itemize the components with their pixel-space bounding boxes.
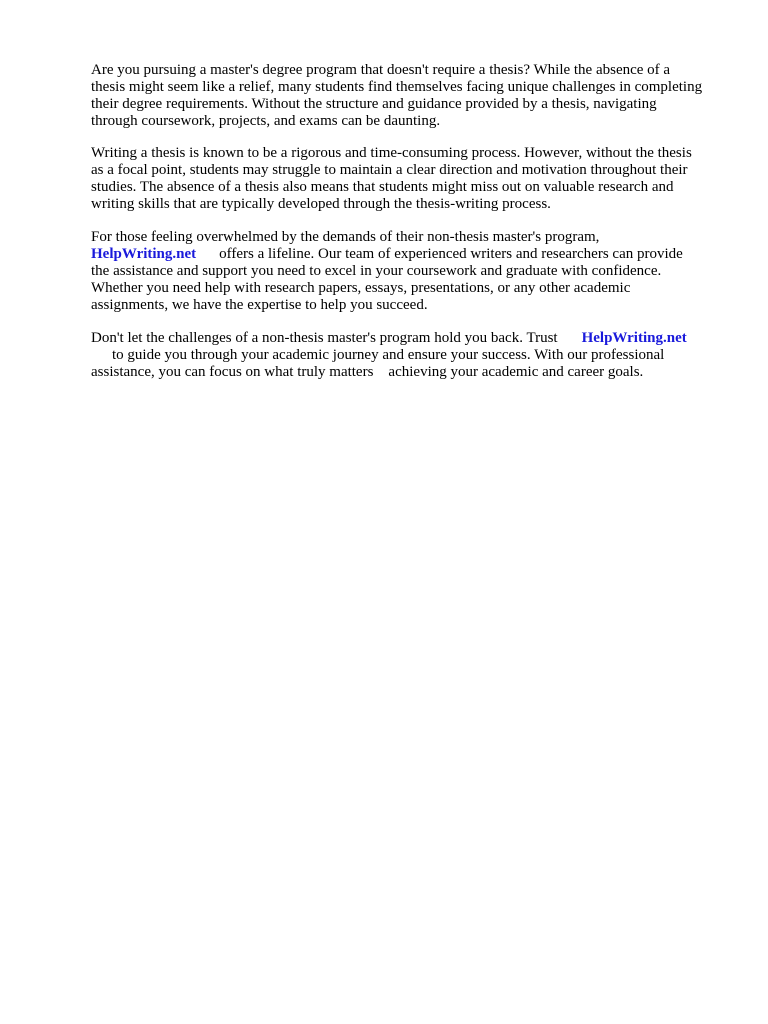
paragraph-2-line-1: Writing a thesis is known to be a rigorous and time-consuming process. However, without the thesis bbox=[91, 145, 692, 161]
paragraph-4-line-2: to guide you through your academic journey and ensure your success. With our professional bbox=[112, 347, 665, 363]
helpwriting-link-2[interactable]: HelpWriting.net bbox=[581, 330, 687, 346]
paragraph-3-line-5: assignments, we have the expertise to help you succeed. bbox=[91, 297, 428, 313]
helpwriting-link[interactable]: HelpWriting.net bbox=[91, 246, 197, 262]
paragraph-1-line-4: through coursework, projects, and exams can be daunting. bbox=[91, 113, 441, 129]
paragraph-2-line-3: studies. The absence of a thesis also means that students might miss out on valuable research and bbox=[91, 179, 674, 195]
paragraph-2-line-4: writing skills that are typically developed through the thesis-writing process. bbox=[91, 196, 551, 212]
paragraph-1-line-3: their degree requirements. Without the structure and guidance provided by a thesis, navigating bbox=[91, 96, 657, 112]
paragraph-4-line-3-text-b: achieving your academic and career goals. bbox=[388, 364, 644, 380]
paragraph-3-line-2 bbox=[91, 246, 683, 263]
paragraph-3-line-3: the assistance and support you need to excel in your coursework and graduate with confidence. bbox=[91, 263, 662, 279]
paragraph-1-line-2: thesis might seem like a relief, many students find themselves facing unique challenges in completing bbox=[91, 79, 703, 95]
paragraph-2-line-2: as a focal point, students may struggle to maintain a clear direction and motivation throughout their bbox=[91, 162, 688, 178]
paragraph-3-line-4: Whether you need help with research papers, essays, presentations, or any other academic bbox=[91, 280, 631, 296]
paragraph-4-line-1 bbox=[91, 330, 687, 347]
paragraph-3-line-2-text: offers a lifeline. Our team of experienced writers and researchers can provide bbox=[219, 246, 683, 262]
paragraph-1-line-1: Are you pursuing a master's degree program that doesn't require a thesis? While the absence of a bbox=[91, 62, 671, 78]
paragraph-4-line-3-text-a: assistance, you can focus on what truly matters bbox=[91, 364, 374, 380]
paragraph-3-line-1: For those feeling overwhelmed by the demands of their non-thesis master's program, bbox=[91, 229, 600, 245]
paragraph-4-line-1-text: Don't let the challenges of a non-thesis master's program hold you back. Trust bbox=[91, 330, 558, 346]
paragraph-4-line-3 bbox=[91, 364, 643, 381]
